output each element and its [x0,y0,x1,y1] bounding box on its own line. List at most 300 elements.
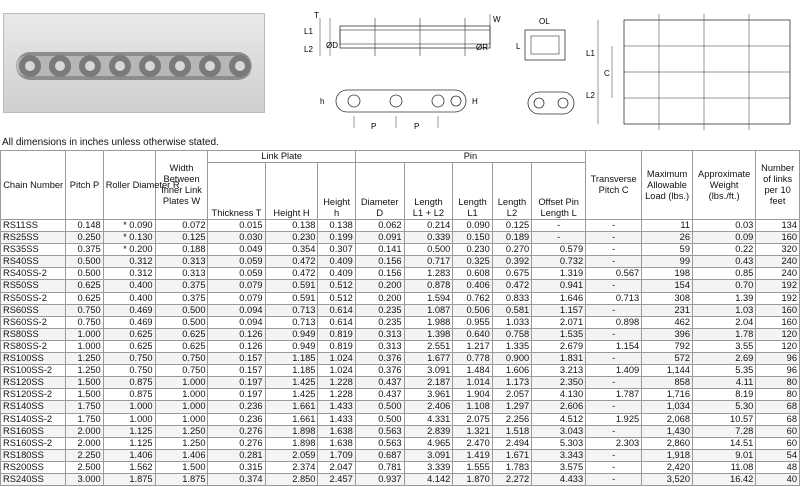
label-ol: OL [539,17,550,26]
col-offset-pin-length: Offset Pin Length L [532,163,586,220]
value-cell: 1.500 [66,389,103,401]
table-row [1,340,800,352]
value-cell: 2.057 [492,389,531,401]
label-p1: P [371,122,377,131]
value-cell: 0.878 [404,280,453,292]
value-cell: - [586,220,642,232]
value-cell: 0.937 [355,473,404,485]
value-cell: 0.141 [355,244,404,256]
label-t: T [314,11,319,20]
value-cell: 0.70 [693,280,756,292]
value-cell: 1.870 [453,473,492,485]
value-cell: 0.339 [404,232,453,244]
col-inner-width: Width Between Inner Link Plates W [155,151,208,220]
value-cell: 1.925 [586,413,642,425]
value-cell: 1,144 [642,365,693,377]
value-cell: 5.35 [693,365,756,377]
value-cell: 1.406 [103,449,155,461]
value-cell: 2.679 [532,340,586,352]
value-cell: 0.188 [155,244,208,256]
col-transverse-pitch: Transverse Pitch C [586,151,642,220]
value-cell: 16.42 [693,473,756,485]
value-cell: 0.091 [355,232,404,244]
value-cell: 0.640 [453,328,492,340]
value-cell: 0.400 [103,280,155,292]
value-cell: - [586,461,642,473]
value-cell: 1.78 [693,328,756,340]
value-cell: 0.500 [155,316,208,328]
value-cell: 2.69 [693,353,756,365]
value-cell: 0.125 [492,220,531,232]
value-cell: 0.197 [208,389,265,401]
value-cell: 60 [756,437,800,449]
value-cell: 0.325 [453,256,492,268]
label-dl1: L1 [586,49,595,58]
value-cell: 0.563 [355,425,404,437]
value-cell: 0.949 [265,328,318,340]
value-cell: 0.875 [103,377,155,389]
value-cell: 0.150 [453,232,492,244]
value-cell: 0.214 [404,220,453,232]
value-cell: 572 [642,353,693,365]
value-cell: 2.256 [492,413,531,425]
col-height-h: Height h [318,163,355,220]
value-cell: 0.472 [265,268,318,280]
value-cell: 0.85 [693,268,756,280]
value-cell: 0.189 [492,232,531,244]
value-cell: 1.638 [318,425,355,437]
value-cell: 0.09 [693,232,756,244]
units-note: All dimensions in inches unless otherwise stated. [2,137,219,148]
value-cell: 1.535 [532,328,586,340]
label-l: L [516,42,521,51]
value-cell: 0.500 [66,256,103,268]
value-cell: * 0.130 [103,232,155,244]
value-cell: 2.071 [532,316,586,328]
value-cell: 0.313 [355,340,404,352]
value-cell: 2.187 [404,377,453,389]
label-p2: P [414,122,420,131]
value-cell: 0.875 [103,389,155,401]
value-cell: - [532,220,586,232]
value-cell: 1.750 [66,401,103,413]
value-cell: 0.512 [318,292,355,304]
value-cell: 0.819 [318,340,355,352]
value-cell: 96 [756,353,800,365]
value-cell: 1.125 [103,437,155,449]
value-cell: 0.126 [208,328,265,340]
group-pin: Pin [355,151,585,163]
value-cell: 0.156 [355,256,404,268]
value-cell: - [586,401,642,413]
value-cell: 0.732 [532,256,586,268]
value-cell: 3.213 [532,365,586,377]
value-cell: 60 [756,425,800,437]
value-cell: 1.154 [586,340,642,352]
value-cell: 4.130 [532,389,586,401]
value-cell: 1.646 [532,292,586,304]
col-pin-length-l2: Length L2 [492,163,531,220]
value-cell: 3.575 [532,461,586,473]
value-cell: 0.015 [208,220,265,232]
value-cell: 0.469 [103,316,155,328]
label-r: ØR [476,43,488,52]
table-row [1,353,800,365]
value-cell: 99 [642,256,693,268]
value-cell: 0.472 [265,256,318,268]
value-cell: 0.43 [693,256,756,268]
value-cell: 1.185 [265,353,318,365]
col-roller-diameter: Roller Diameter R [103,151,155,220]
value-cell: 0.276 [208,425,265,437]
value-cell: 40 [756,473,800,485]
value-cell: 2.374 [265,461,318,473]
value-cell: 0.512 [318,280,355,292]
value-cell: 0.625 [103,340,155,352]
value-cell: - [586,244,642,256]
table-row [1,377,800,389]
value-cell: 2,860 [642,437,693,449]
value-cell: 0.235 [355,304,404,316]
value-cell: 1.250 [66,353,103,365]
value-cell: 0.392 [492,256,531,268]
value-cell: 0.591 [265,280,318,292]
value-cell: 1.000 [103,413,155,425]
value-cell: - [586,256,642,268]
table-row [1,232,800,244]
value-cell: 1.228 [318,389,355,401]
table-row [1,304,800,316]
col-pin-diameter: Diameter D [355,163,404,220]
value-cell: 0.199 [318,232,355,244]
value-cell: - [586,328,642,340]
value-cell: - [532,232,586,244]
value-cell: 1,716 [642,389,693,401]
value-cell: 0.197 [208,377,265,389]
value-cell: 5.30 [693,401,756,413]
double-strand-diagram [584,6,794,134]
table-body [1,220,800,486]
value-cell: - [586,377,642,389]
value-cell: - [586,425,642,437]
value-cell: 0.138 [318,220,355,232]
value-cell: 11.08 [693,461,756,473]
chain-number-cell: RS240SS [1,473,66,485]
value-cell: 0.072 [155,220,208,232]
value-cell: * 0.090 [103,220,155,232]
value-cell: 2.059 [265,449,318,461]
value-cell: 0.614 [318,304,355,316]
value-cell: 1.173 [492,377,531,389]
value-cell: 0.500 [155,304,208,316]
value-cell: 0.307 [318,244,355,256]
value-cell: 0.758 [492,328,531,340]
value-cell: * 0.200 [103,244,155,256]
value-cell: 2.494 [492,437,531,449]
value-cell: 1.125 [103,425,155,437]
value-cell: 1.000 [155,401,208,413]
value-cell: 1,918 [642,449,693,461]
value-cell: 1,430 [642,425,693,437]
value-cell: 1.500 [66,377,103,389]
value-cell: 0.717 [404,256,453,268]
value-cell: 0.409 [318,268,355,280]
value-cell: 0.354 [265,244,318,256]
value-cell: 0.315 [208,461,265,473]
value-cell: 9.01 [693,449,756,461]
col-thickness: Thickness T [208,163,265,220]
chain-number-cell: RS120SS [1,377,66,389]
chain-number-cell: RS60SS [1,304,66,316]
value-cell: 0.125 [155,232,208,244]
value-cell: 80 [756,377,800,389]
value-cell: 1.250 [66,365,103,377]
value-cell: 10.57 [693,413,756,425]
label-d: ØD [326,41,338,50]
chain-specifications-table [0,150,800,486]
value-cell: 0.270 [492,244,531,256]
value-cell: 2.850 [265,473,318,485]
value-cell: 0.030 [208,232,265,244]
value-cell: 11 [642,220,693,232]
value-cell: 0.472 [492,280,531,292]
value-cell: 0.469 [103,304,155,316]
value-cell: 0.090 [453,220,492,232]
value-cell: 2,420 [642,461,693,473]
value-cell: 2.406 [404,401,453,413]
value-cell: 0.276 [208,437,265,449]
value-cell: 0.157 [208,353,265,365]
value-cell: 0.400 [103,292,155,304]
value-cell: 1.000 [103,401,155,413]
value-cell: 0.059 [208,268,265,280]
value-cell: 0.781 [355,461,404,473]
table-row [1,244,800,256]
value-cell: 0.126 [208,340,265,352]
value-cell: 154 [642,280,693,292]
value-cell: 1.024 [318,353,355,365]
value-cell: 0.500 [404,244,453,256]
value-cell: 1.638 [318,437,355,449]
value-cell: 1.671 [492,449,531,461]
value-cell: 1.319 [532,268,586,280]
value-cell: 1.898 [265,437,318,449]
value-cell: 0.750 [103,353,155,365]
value-cell: 1.661 [265,401,318,413]
value-cell: 1.419 [453,449,492,461]
value-cell: 0.375 [155,280,208,292]
value-cell: 0.567 [586,268,642,280]
chain-photo [3,13,265,113]
value-cell: 0.236 [208,413,265,425]
label-c: C [604,69,610,78]
value-cell: 240 [756,256,800,268]
value-cell: 7.28 [693,425,756,437]
value-cell: 5.303 [532,437,586,449]
label-l2: L2 [304,45,313,54]
value-cell: 0.250 [66,232,103,244]
value-cell: 0.406 [453,280,492,292]
value-cell: 160 [756,232,800,244]
value-cell: - [586,473,642,485]
value-cell: 1.297 [492,401,531,413]
value-cell: 0.049 [208,244,265,256]
chain-number-cell: RS50SS-2 [1,292,66,304]
value-cell: 1.606 [492,365,531,377]
value-cell: 68 [756,401,800,413]
value-cell: 3.000 [66,473,103,485]
header-illustrations [0,0,800,136]
value-cell: 0.608 [453,268,492,280]
value-cell: 0.156 [355,268,404,280]
value-cell: 4.965 [404,437,453,449]
value-cell: 2.500 [66,461,103,473]
value-cell: 0.579 [532,244,586,256]
value-cell: 2.000 [66,425,103,437]
value-cell: - [586,353,642,365]
table-row [1,473,800,485]
value-cell: 1.904 [453,389,492,401]
top-view-diagram [300,4,500,64]
value-cell: 0.750 [103,365,155,377]
value-cell: 1.661 [265,413,318,425]
chain-number-cell: RS80SS-2 [1,340,66,352]
value-cell: 3.343 [532,449,586,461]
chain-number-cell: RS25SS [1,232,66,244]
value-cell: 2.470 [453,437,492,449]
value-cell: 1.409 [586,365,642,377]
value-cell: - [586,280,642,292]
chain-number-cell: RS200SS [1,461,66,473]
value-cell: 1.875 [103,473,155,485]
value-cell: 0.409 [318,256,355,268]
value-cell: 1,034 [642,401,693,413]
value-cell: 2.272 [492,473,531,485]
table-row [1,365,800,377]
value-cell: 3.961 [404,389,453,401]
value-cell: 1.518 [492,425,531,437]
value-cell: 1.108 [453,401,492,413]
value-cell: 0.500 [355,401,404,413]
value-cell: 2.047 [318,461,355,473]
value-cell: 134 [756,220,800,232]
col-height-H: Height H [265,163,318,220]
value-cell: 4.142 [404,473,453,485]
value-cell: 1.500 [155,461,208,473]
value-cell: 240 [756,268,800,280]
value-cell: 0.581 [492,304,531,316]
value-cell: 0.094 [208,304,265,316]
value-cell: 0.313 [355,328,404,340]
chain-number-cell: RS140SS [1,401,66,413]
value-cell: 2.839 [404,425,453,437]
value-cell: 0.750 [66,316,103,328]
value-cell: 54 [756,449,800,461]
value-cell: 3.339 [404,461,453,473]
table-row [1,437,800,449]
value-cell: 0.563 [355,437,404,449]
value-cell: 0.281 [208,449,265,461]
value-cell: 59 [642,244,693,256]
chain-number-cell: RS120SS-2 [1,389,66,401]
value-cell: 198 [642,268,693,280]
value-cell: 1.988 [404,316,453,328]
value-cell: 1.087 [404,304,453,316]
value-cell: 0.437 [355,389,404,401]
value-cell: 1.398 [404,328,453,340]
value-cell: 1.000 [155,413,208,425]
value-cell: 0.235 [355,316,404,328]
value-cell: 1.425 [265,377,318,389]
value-cell: 4.331 [404,413,453,425]
value-cell: 0.312 [103,256,155,268]
value-cell: 4.512 [532,413,586,425]
value-cell: 0.949 [265,340,318,352]
value-cell: 2.000 [66,437,103,449]
value-cell: 2.606 [532,401,586,413]
value-cell: 1.425 [265,389,318,401]
value-cell: - [586,232,642,244]
value-cell: 0.374 [208,473,265,485]
value-cell: 80 [756,389,800,401]
value-cell: 0.200 [355,280,404,292]
value-cell: 1.783 [492,461,531,473]
chain-number-cell: RS11SS [1,220,66,232]
value-cell: 3.55 [693,340,756,352]
value-cell: 0.625 [66,292,103,304]
value-cell: 2.250 [66,449,103,461]
value-cell: 26 [642,232,693,244]
value-cell: 0.500 [355,413,404,425]
value-cell: 1.875 [155,473,208,485]
value-cell: 1.433 [318,413,355,425]
table-row [1,256,800,268]
value-cell: 0.062 [355,220,404,232]
col-pin-length-l1: Length L1 [453,163,492,220]
col-links-per-10ft: Number of links per 10 feet [756,151,800,220]
value-cell: 396 [642,328,693,340]
table-row [1,220,800,232]
value-cell: 1.709 [318,449,355,461]
value-cell: 0.898 [586,316,642,328]
value-cell: 1.000 [155,377,208,389]
value-cell: 1.484 [453,365,492,377]
value-cell: 0.230 [265,232,318,244]
table-row [1,328,800,340]
value-cell: 1.014 [453,377,492,389]
value-cell: 0.200 [355,292,404,304]
label-l1: L1 [304,27,313,36]
col-chain-number: Chain Number [1,151,66,220]
value-cell: 0.079 [208,292,265,304]
value-cell: 160 [756,316,800,328]
value-cell: 1.555 [453,461,492,473]
value-cell: 2.551 [404,340,453,352]
value-cell: 14.51 [693,437,756,449]
value-cell: 1.39 [693,292,756,304]
chain-number-cell: RS100SS [1,353,66,365]
value-cell: 1.000 [66,328,103,340]
value-cell: 0.675 [492,268,531,280]
value-cell: 0.591 [265,292,318,304]
value-cell: 0.148 [66,220,103,232]
value-cell: 1.335 [492,340,531,352]
value-cell: 1.321 [453,425,492,437]
value-cell: 0.625 [155,328,208,340]
chain-number-cell: RS180SS [1,449,66,461]
chain-number-cell: RS140SS-2 [1,413,66,425]
value-cell: 0.437 [355,377,404,389]
